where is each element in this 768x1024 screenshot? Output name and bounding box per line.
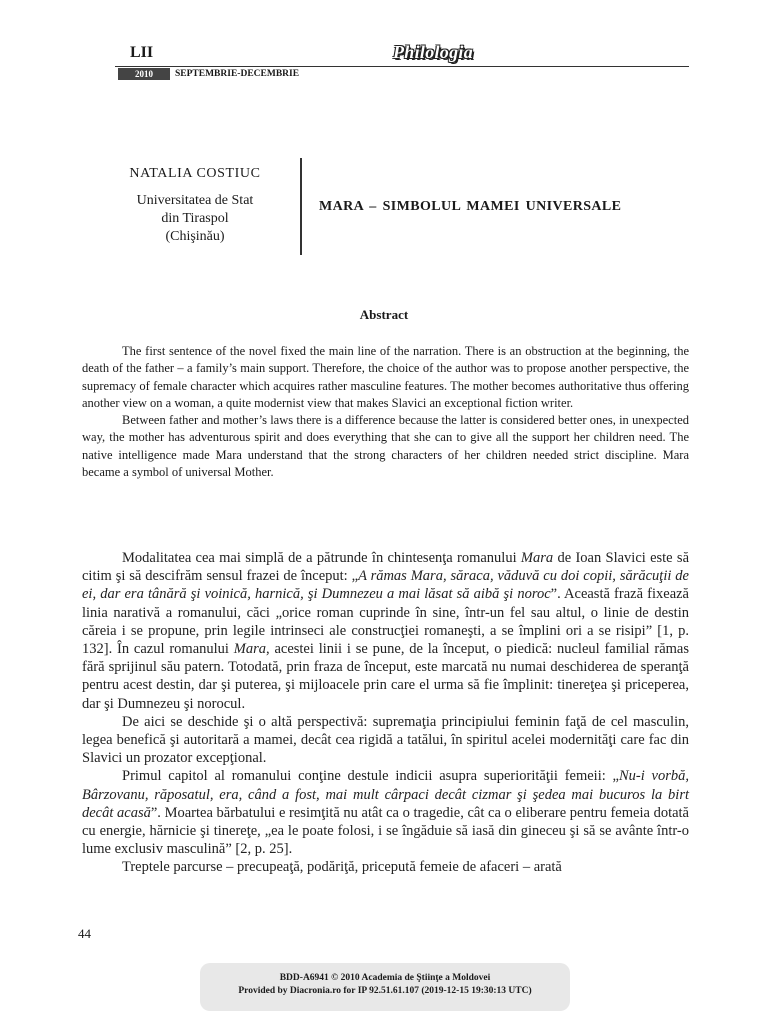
- text-run: ”. Moartea bărbatului e resimţită nu atât ca o tragedie, cât ca o eliberare pentru femeia dotată cu energie, hărnicie şi tinereţe, „ea le poate folosi, i se îngăduie să iasă din gineceu şi să se avânte într-o lume exclusiv masculină” [2, p. 25].: [82, 804, 689, 858]
- issue-label: SEPTEMBRIE-DECEMBRIE: [175, 69, 300, 79]
- text-run: de Ioan Slavici este să citim şi să descifrăm sensul frazei de început: „: [82, 550, 689, 585]
- author-name: NATALIA COSTIUC: [129, 166, 261, 181]
- affiliation-line-3: (Chişinău): [165, 229, 225, 244]
- text-run: Modalitatea cea mai simplă de a pătrunde în chintesenţa romanului: [122, 550, 521, 566]
- footer-line-1: BDD-A6941 © 2010 Academia de Ştiinţe a Moldovei: [279, 973, 491, 983]
- abstract-paragraph: The first sentence of the novel fixed the main line of the narration. There is an obstruction at the beginning, the death of the father – a family’s main support. Therefore, the choice of the author was to propose another perspective, the supremacy of female character which acquires rather masculine features. The mother becomes authoritative thus offering another view on a woman, a quite modernist view that makes Slavici an exceptional fiction writer.: [82, 344, 689, 410]
- body-paragraph-2: De aici se deschide şi o altă perspectivă: supremaţia principiului feminin faţă de cel masculin, legea benefică şi autoritară a mamei, decât cea rigidă a tatălui, în spiritul acelei modernităţi care fac din Slavici un prozator excepţional.: [82, 713, 689, 767]
- body-paragraph-3: [82, 767, 689, 858]
- header-rule: [115, 66, 689, 67]
- affiliation-line-1: Universitatea de Stat: [136, 193, 254, 208]
- text-run: , acestei linii i se pune, de la început, o piedică: nucleul familial rămas fără sprijinul său patern. Totodată, prin fraza de început, este marcată nu numai deschiderea de speranţă pentru acest destin, dar şi puterea, şi mijloacele prin care el urma să fie împlinit: tinereţea şi priceperea, dar şi Dumnezeu şi norocul.: [82, 641, 690, 712]
- volume-number: LII: [130, 44, 154, 61]
- italic-quote: A rămas Mara, săraca, văduvă cu doi copii, sărăcuţii de ei, dar era tânără şi voinică, harnică, şi Dumnezeu a mai lăsat să aibă şi noroc: [82, 568, 689, 603]
- journal-title: Philologia: [393, 42, 474, 62]
- italic-run: Mara: [520, 550, 554, 566]
- text-run: ”. Această frază fixează linia narativă a romanului, căci „orice roman cuprinde în sine, într-un fel sau altul, o linie de destin căreia i se propune, prin legile intrinseci ale construcţiei romaneşti, a se împlini ori a se risipi” [1, p. 132]. În cazul romanului: [82, 586, 689, 658]
- italic-run: Mara: [233, 641, 266, 658]
- abstract-paragraph: Between father and mother’s laws there is a difference because the latter is considered better ones, in unexpected way, the mother has adventurous spirit and does everything that she can to give all the support her children need. The native intelligence made Mara understand that the strong characters of her children needed strict discipline. Mara became a symbol of universal Mother.: [82, 413, 689, 480]
- body-paragraph-1: [82, 549, 689, 713]
- body-paragraph-4: Treptele parcurse – precupeaţă, podăriţă, pricepută femeie de afaceri – arată: [122, 859, 562, 876]
- footer-line-2: Provided by Diacronia.ro for IP 92.51.61.107 (2019-12-15 19:30:13 UTC): [238, 986, 532, 996]
- provenance-footer: [200, 963, 570, 1011]
- italic-quote: Nu-i vorbă, Bârzovanu, răposatul, era, când a fost, mai mult cârpaci decât cizmar şi şedea mai bucuros la birt decât acasă: [82, 768, 689, 821]
- author-block: [100, 165, 290, 246]
- year-badge: 2010: [118, 68, 170, 80]
- article-title: MARA – SIMBOLUL MAMEI UNIVERSALE: [319, 199, 622, 214]
- author-divider: [300, 158, 302, 255]
- page-number: 44: [78, 926, 91, 941]
- text-run: Primul capitol al romanului conţine destule indicii asupra superiorităţii femeii: „: [122, 768, 619, 785]
- affiliation-line-2: din Tiraspol: [161, 211, 229, 226]
- abstract-body: [82, 343, 689, 481]
- abstract-heading: Abstract: [359, 307, 409, 322]
- article-body: [82, 549, 689, 877]
